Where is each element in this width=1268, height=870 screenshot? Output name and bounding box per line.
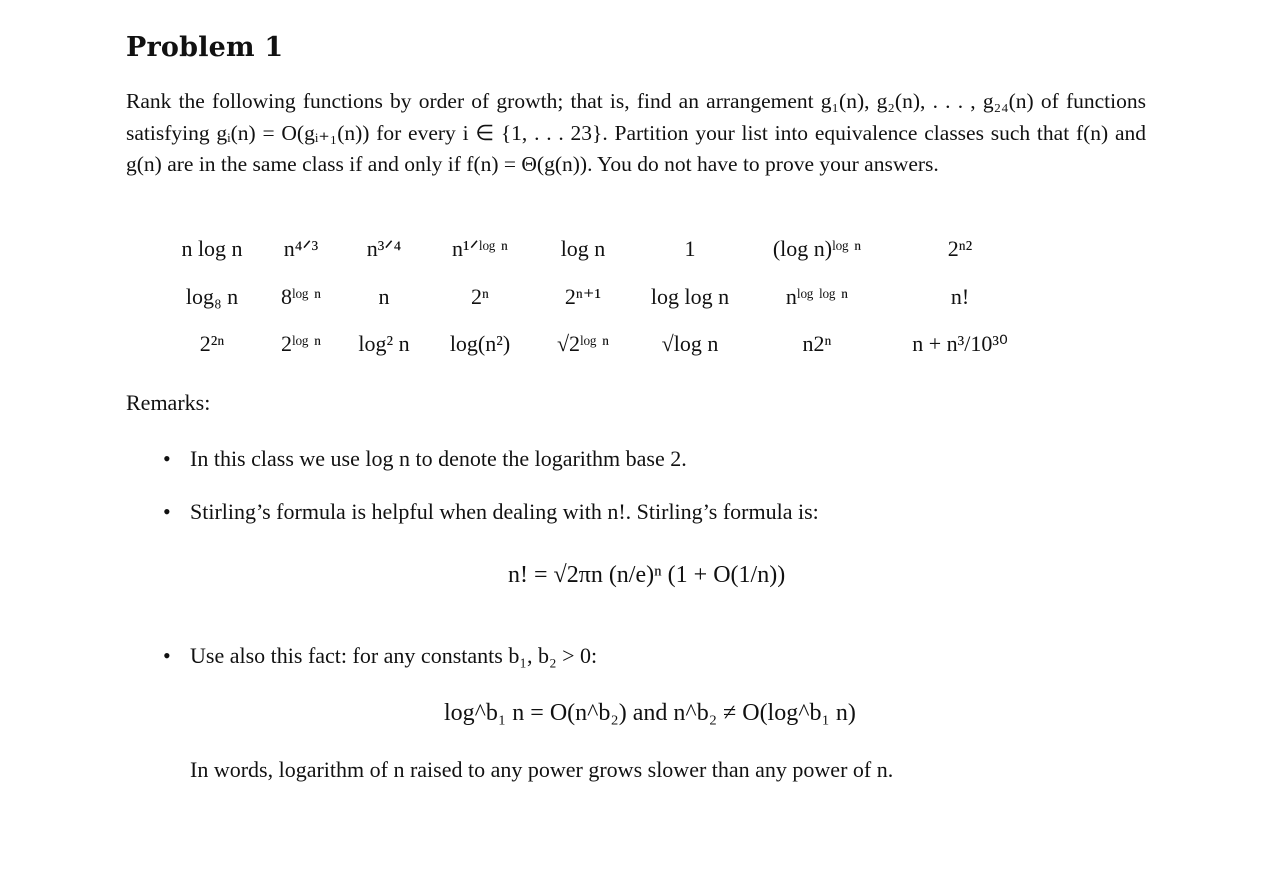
function-cell: √log n xyxy=(661,331,719,356)
function-cell: 8ˡᵒᵍ ⁿ xyxy=(280,284,322,309)
stirling-formula: n! = √2πn (n/e)ⁿ (1 + O(1/n)) xyxy=(508,562,786,588)
bullet-marker: • xyxy=(163,499,171,524)
function-cell: 2²ⁿ xyxy=(199,331,225,356)
function-cell: log₈ n xyxy=(185,284,239,309)
function-cell: log n xyxy=(560,236,606,261)
function-cell: 2ⁿ² xyxy=(947,236,973,261)
function-cell: n + n³/10³⁰ xyxy=(912,331,1008,356)
remark-item: Stirling’s formula is helpful when dealing with n!. Stirling’s formula is: xyxy=(190,499,819,524)
function-cell: nˡᵒᵍ ˡᵒᵍ ⁿ xyxy=(785,284,849,309)
function-cell: 1 xyxy=(684,236,696,261)
function-cell: n¹ᐟˡᵒᵍ ⁿ xyxy=(452,236,508,261)
function-cell: 2ⁿ xyxy=(471,284,489,309)
problem-statement: Rank the following functions by order of growth; that is, find an arrangement g₁(n), g₂(n), . . . , g₂₄(n) of functions satisfying gᵢ(n) = O(gᵢ₊₁(n)) for every i ∈ {1, . . . 23}. Partition your list into equivalence classes such that f(n) and g(n) are in the same class if and only if f(n) = Θ(g(n)). You do not have to prove your answers. xyxy=(126,89,1146,176)
function-cell: log² n xyxy=(358,331,410,356)
function-cell: log(n²) xyxy=(449,331,511,356)
remarks-heading: Remarks: xyxy=(126,390,211,415)
bullet-marker: • xyxy=(163,643,171,668)
function-cell: 2ⁿ⁺¹ xyxy=(564,284,602,309)
function-cell: n³ᐟ⁴ xyxy=(366,236,402,261)
function-cell: n log n xyxy=(181,236,243,261)
problem-title: Problem 1 xyxy=(126,32,284,63)
function-grid xyxy=(150,228,1060,368)
summary-note: In words, logarithm of n raised to any power grows slower than any power of n. xyxy=(190,757,894,782)
function-cell: n2ⁿ xyxy=(802,331,832,356)
function-cell: 2ˡᵒᵍ ⁿ xyxy=(280,331,322,356)
function-cell: n xyxy=(378,284,390,309)
bullet-marker: • xyxy=(163,446,171,471)
function-cell: n! xyxy=(950,284,970,309)
function-cell: √2ˡᵒᵍ ⁿ xyxy=(556,331,610,356)
remark-item: In this class we use log n to denote the logarithm base 2. xyxy=(190,446,687,471)
function-cell: (log n)ˡᵒᵍ ⁿ xyxy=(772,236,862,261)
function-cell: log log n xyxy=(650,284,730,309)
remark-item: Use also this fact: for any constants b₁, b₂ > 0: xyxy=(190,643,598,668)
log-growth-formula: log^b₁ n = O(n^b₂) and n^b₂ ≠ O(log^b₁ n) xyxy=(444,700,856,726)
function-cell: n⁴ᐟ³ xyxy=(283,236,319,261)
